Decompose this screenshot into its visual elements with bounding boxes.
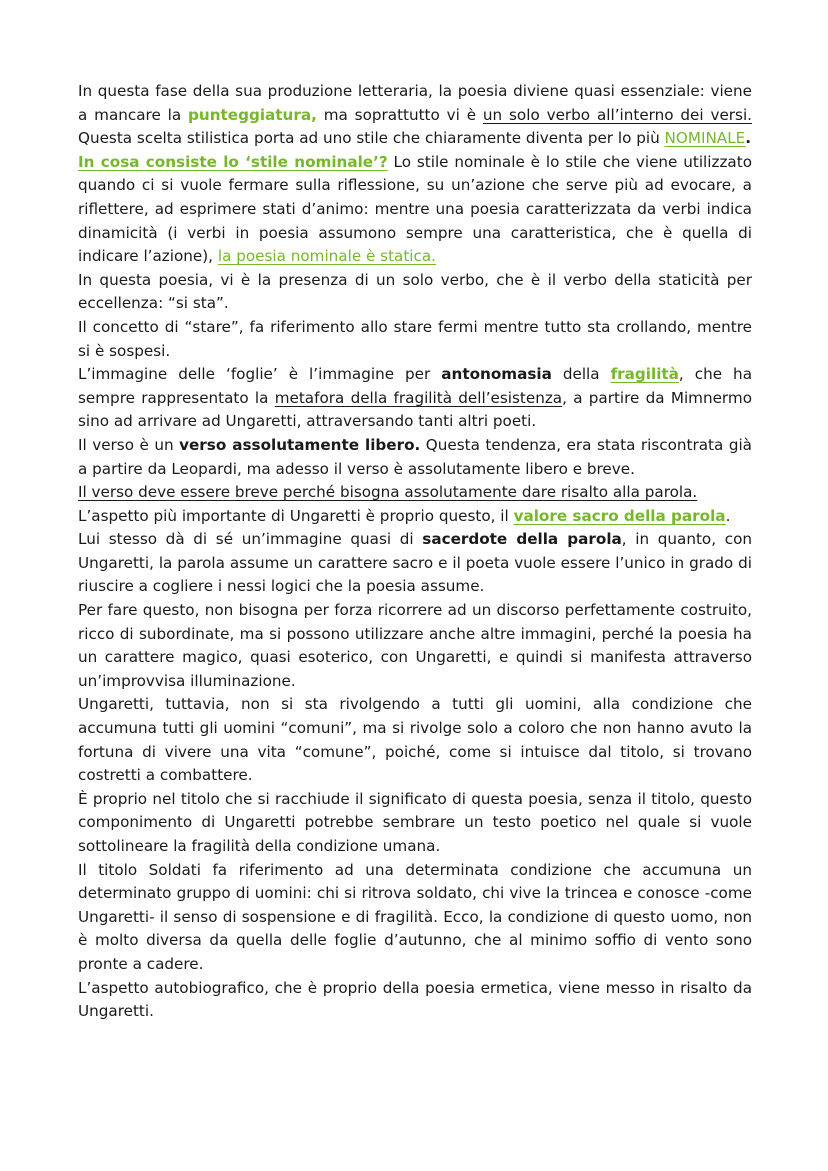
paragraph-stile-nominale-definition: [78, 151, 752, 269]
underline-solo-verbo: un solo verbo all’interno dei versi.: [482, 105, 752, 124]
text: Lui stesso dà di sé un’immagine quasi di: [78, 530, 423, 549]
paragraph-valore-sacro: [78, 505, 752, 529]
paragraph-stile-nominale-intro: [78, 80, 752, 151]
paragraph-si-sta: In questa poesia, vi è la presenza di un solo verbo, che è il verbo della staticità per eccellenza: “si sta”.: [78, 270, 752, 313]
bold-antonomasia: antonomasia: [441, 365, 552, 384]
highlight-fragilita: fragilità: [610, 365, 679, 384]
text: .: [745, 129, 752, 148]
paragraph-foglie: [78, 363, 752, 434]
bold-sacerdote: sacerdote della parola: [422, 530, 622, 549]
paragraph-uomini-comuni: Ungaretti, tuttavia, non si sta rivolgendo a tutti gli uomini, alla condizione che accumuna tutti gli uomini “comuni”, ma si rivolge solo a coloro che non hanno avuto la fortuna di vivere una vita “comune”, poiché, come si intuisce dal titolo, si trovano costretti a combattere.: [78, 695, 752, 785]
underline-metafora: metafora della fragilità dell’esistenza: [274, 388, 563, 407]
text: Lo stile nominale è lo stile che viene utilizzato quando ci si vuole fermare sulla riflessione, su un’azione che serve più ad evocare, a riflettere, ad esprimere stati d’animo: mentre una poesia caratterizzata da verbi indica dinamicità (i verbi in poesia assumono sempre una caratteristica, che è quella di indicare l’azione),: [78, 152, 752, 266]
paragraph-soldati: Il titolo Soldati fa riferimento ad una determinata condizione che accumuna un determinato gruppo di uomini: chi si ritrova soldato, chi vive la trincea e conosce -come Ungaretti- il senso di sospensione e di fragilità. Ecco, la condizione di questo uomo, non è molto diversa da quella delle foglie d’autunno, che al minimo soffio di vento sono pronte a cadere.: [78, 860, 752, 973]
highlight-valore-sacro: valore sacro della parola: [513, 506, 726, 525]
highlight-nominale: NOMINALE: [664, 129, 746, 148]
paragraph-illuminazione: Per fare questo, non bisogna per forza ricorrere ad un discorso perfettamente costruito, ricco di subordinate, ma si possono utilizzare anche altre immagini, perché la poesia ha un carattere magico, quasi esoterico, con Ungaretti, e quindi si manifesta attraverso un’improvvisa illuminazione.: [78, 601, 752, 690]
text: , in quanto, con Ungaretti, la parola assume un carattere sacro e il poeta vuole essere l’unico in grado di riuscire a cogliere i nessi logici che la poesia assume.: [78, 530, 752, 596]
paragraph-verso-libero: [78, 434, 752, 481]
text: .: [725, 506, 731, 525]
paragraph-sacerdote: [78, 528, 752, 599]
highlight-punteggiatura: punteggiatura,: [188, 105, 317, 124]
text: , a partire da Mimnermo sino ad arrivare ad Ungaretti, attraversando tanti altri poeti.: [78, 388, 752, 431]
text: In questa fase della sua produzione letteraria, la poesia diviene quasi essenziale: viene a mancare la: [78, 82, 752, 124]
highlight-poesia-statica: la poesia nominale è statica.: [217, 247, 437, 266]
text: Il verso è un: [78, 435, 180, 454]
text: L’aspetto più importante di Ungaretti è proprio questo, il: [78, 506, 514, 525]
underline-verso-breve: Il verso deve essere breve perché bisogna assolutamente dare risalto alla parola.: [78, 483, 698, 502]
text: della: [551, 365, 611, 384]
paragraph-verso-breve: [78, 481, 752, 505]
paragraph-autobiografico: L’aspetto autobiografico, che è proprio della poesia ermetica, viene messo in risalto da Ungaretti.: [78, 978, 752, 1021]
text: L’immagine delle ‘foglie’ è l’immagine per: [78, 365, 442, 384]
paragraph-stare: Il concetto di “stare”, fa riferimento allo stare fermi mentre tutto sta crollando, mentre si è sospesi.: [78, 317, 752, 360]
text: Questa scelta stilistica porta ad uno stile che chiaramente diventa per lo più: [78, 129, 665, 148]
text: ma soprattutto vi è: [316, 105, 483, 124]
question-heading: In cosa consiste lo ‘stile nominale’?: [78, 152, 388, 171]
bold-verso-libero: verso assolutamente libero.: [179, 435, 421, 454]
paragraph-titolo: È proprio nel titolo che si racchiude il significato di questa poesia, senza il titolo, questo componimento di Ungaretti potrebbe sembrare un testo poetico nel quale si vuole sottolineare la fragilità della condizione umana.: [78, 789, 752, 855]
text: , che ha sempre rappresentato la: [78, 365, 752, 407]
text: Questa tendenza, era stata riscontrata già a partire da Leopardi, ma adesso il verso è assolutamente libero e breve.: [78, 435, 752, 478]
